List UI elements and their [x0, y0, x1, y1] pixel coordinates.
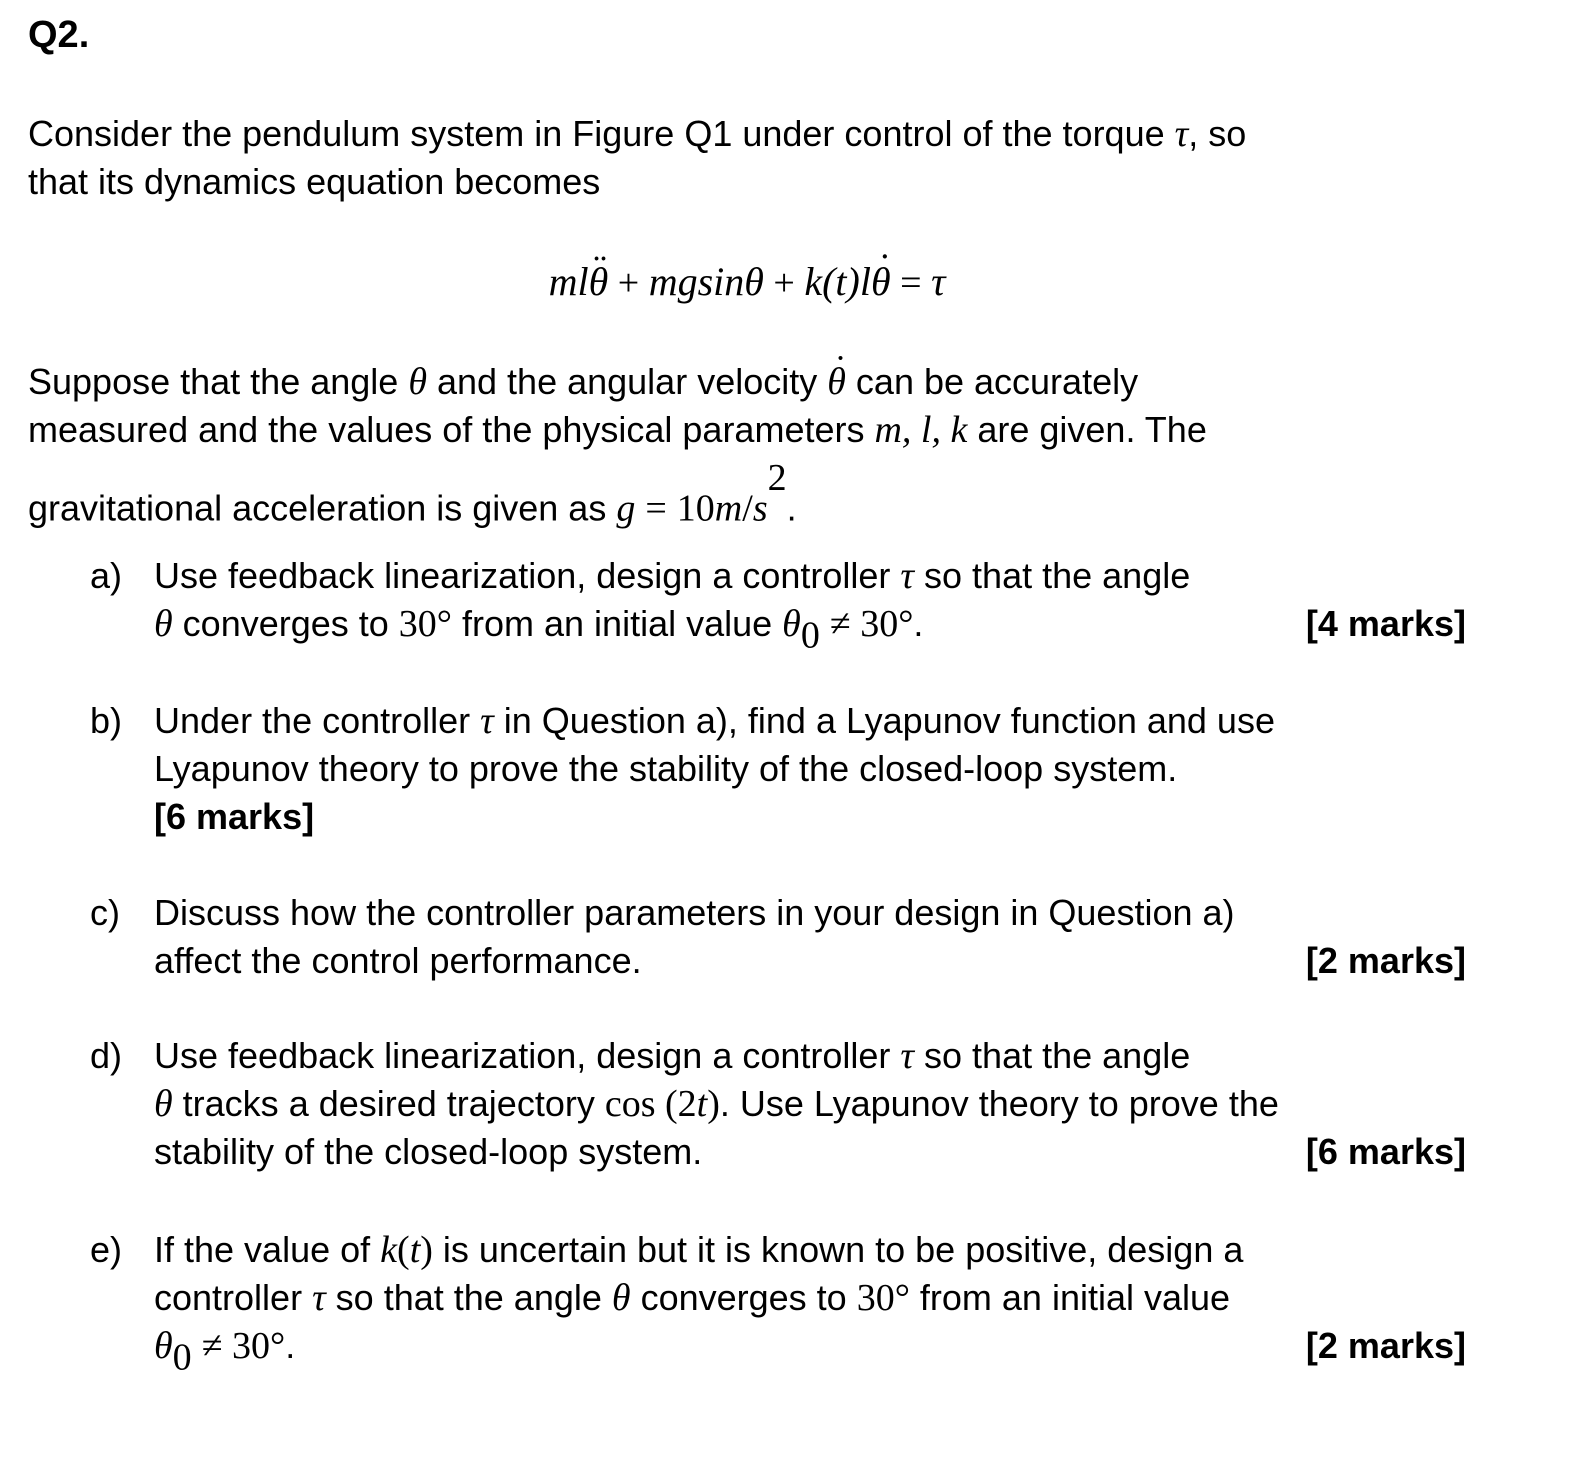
- part-a-line-1: Use feedback linearization, design a controller τ so that the angle: [154, 555, 1191, 597]
- part-label: c): [90, 892, 120, 933]
- intro-line-2: that its dynamics equation becomes: [28, 161, 601, 202]
- question-title: Q2.: [28, 14, 90, 56]
- part-label: a): [90, 555, 123, 596]
- part-e-line-2: controller τ so that the angle θ converges to 30° from an initial value: [154, 1277, 1231, 1319]
- part-e-line-1: If the value of k(t) is uncertain but it is known to be positive, design a: [154, 1229, 1244, 1271]
- marks-label: [2 marks]: [1305, 1325, 1466, 1366]
- dynamics-equation: mlθ ¨ + mgsinθ + k(t)lθ ˙ = τ: [28, 258, 1466, 305]
- marks-label: [2 marks]: [1305, 940, 1466, 981]
- part-b-line-1: Under the controller τ in Question a), find a Lyapunov function and use: [154, 700, 1275, 742]
- suppose-line-3: gravitational acceleration is given as $g = 10m/s^2$.: [28, 457, 797, 530]
- suppose-line-1: Suppose that the angle θ and the angular velocity θ ˙ can be accurately: [28, 358, 1466, 406]
- part-d-line-1: Use feedback linearization, design a controller τ so that the angle: [154, 1035, 1191, 1077]
- intro-line-1: Consider the pendulum system in Figure Q1 under control of the torque τ, so: [28, 113, 1247, 155]
- marks-label: [4 marks]: [1305, 603, 1466, 644]
- part-a-line-2: [4 marks] θ converges to 30° from an initial value $\theta_0 \ne 30^\circ$.: [154, 600, 1466, 659]
- marks-label: [6 marks]: [1305, 1131, 1466, 1172]
- suppose-paragraph: [28, 358, 1466, 532]
- part-e-line-3: [2 marks] $\theta_0 \ne 30^\circ$.: [154, 1322, 1466, 1381]
- part-c-line-1: Discuss how the controller parameters in your design in Question a): [154, 892, 1235, 933]
- part-c-line-2: [2 marks] affect the control performance.: [154, 937, 1466, 985]
- intro-paragraph: [28, 110, 1466, 206]
- marks-label: [6 marks]: [154, 796, 315, 837]
- part-label: d): [90, 1035, 123, 1076]
- part-d-line-2: θ tracks a desired trajectory cos (2t). Use Lyapunov theory to prove the: [154, 1083, 1279, 1125]
- suppose-line-2: measured and the values of the physical parameters m, l, k are given. The: [28, 409, 1207, 451]
- part-b-line-2: Lyapunov theory to prove the stability of the closed-loop system.: [154, 748, 1178, 789]
- part-d-line-3: [6 marks] stability of the closed-loop system.: [154, 1128, 1466, 1176]
- part-label: e): [90, 1229, 123, 1270]
- part-label: b): [90, 700, 123, 741]
